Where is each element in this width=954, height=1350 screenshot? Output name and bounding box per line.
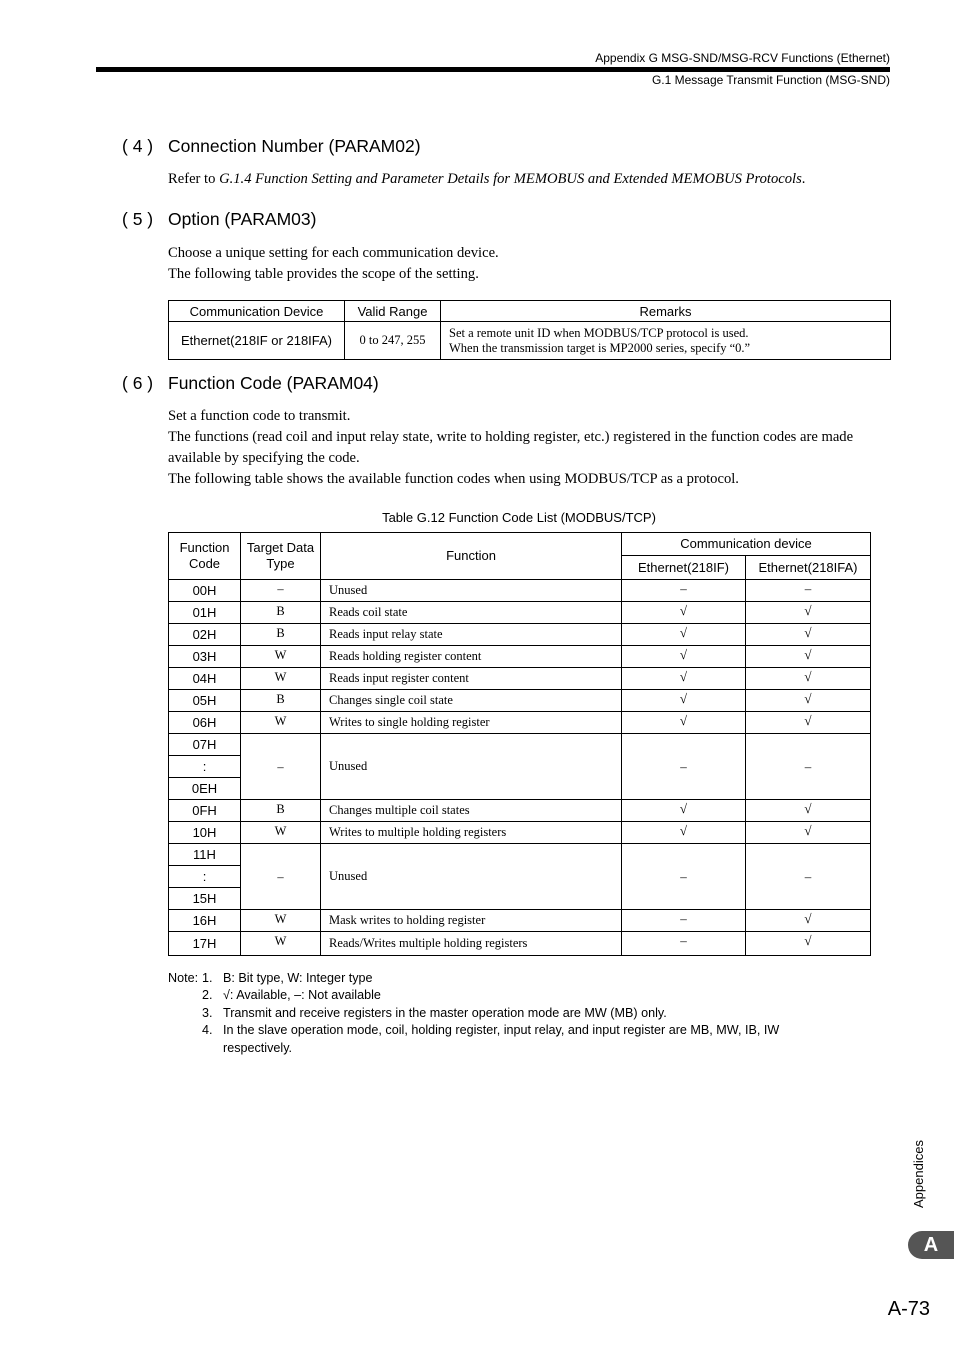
note-number: 3. [202, 1005, 213, 1020]
option-row [169, 322, 891, 360]
target-type: W [241, 910, 321, 932]
header-chapter: Appendix G MSG-SND/MSG-RCV Functions (Ethernet) [595, 51, 890, 65]
target-type: B [241, 602, 321, 624]
section-4-number: ( 4 ) [122, 136, 154, 156]
section-6-title: Function Code (PARAM04) [168, 373, 379, 393]
function-code: 01H [169, 602, 241, 624]
ethernet-218ifa-availability: – [746, 844, 871, 910]
option-range: 0 to 247, 255 [345, 322, 441, 360]
section-5-body [168, 243, 890, 285]
note-number: 2. [202, 988, 213, 1003]
header-ethernet-218ifa: Ethernet(218IFA) [746, 556, 871, 580]
note-item [168, 1022, 843, 1057]
ethernet-218if-availability: √ [622, 624, 746, 646]
function-code: 17H [169, 932, 241, 956]
note-number: 1. [202, 971, 213, 985]
header-function: Function [321, 533, 622, 580]
function-description: Reads input relay state [321, 624, 622, 646]
section-6-line-3: The following table shows the available function codes when using MODBUS/TCP as a protocol. [168, 471, 739, 487]
section-4-body [168, 169, 890, 190]
option-table [168, 300, 891, 360]
note-text: √: Available, –: Not available [223, 988, 381, 1003]
function-code: 04H [169, 668, 241, 690]
ethernet-218if-availability: – [622, 932, 746, 956]
ethernet-218ifa-availability: – [746, 580, 871, 602]
section-5-line-2: The following table provides the scope of the setting. [168, 266, 479, 282]
table-row [169, 602, 871, 624]
section-6-heading [122, 373, 379, 394]
function-description: Unused [321, 844, 622, 910]
function-code: 15H [169, 888, 241, 910]
section-5-number: ( 5 ) [122, 209, 154, 229]
option-header-remarks: Remarks [441, 301, 891, 322]
note-text: Transmit and receive registers in the master operation mode are MW (MB) only. [223, 1005, 667, 1020]
ethernet-218if-availability: √ [622, 712, 746, 734]
notes [168, 970, 843, 1057]
ethernet-218if-availability: √ [622, 602, 746, 624]
table-row [169, 932, 871, 956]
function-code-range-ellipsis: : [169, 866, 241, 888]
option-header-range: Valid Range [345, 301, 441, 322]
ethernet-218if-availability: √ [622, 668, 746, 690]
target-type: B [241, 690, 321, 712]
table-caption: Table G.12 Function Code List (MODBUS/TCP) [382, 510, 656, 525]
function-description: Reads coil state [321, 602, 622, 624]
header-ethernet-218if: Ethernet(218IF) [622, 556, 746, 580]
table-row [169, 690, 871, 712]
function-description: Changes single coil state [321, 690, 622, 712]
target-type: W [241, 822, 321, 844]
function-code: 16H [169, 910, 241, 932]
ethernet-218ifa-availability: √ [746, 932, 871, 956]
refer-link[interactable]: G.1.4 Function Setting and Parameter Details for MEMOBUS and Extended MEMOBUS Protocols [219, 171, 802, 187]
table-row [169, 910, 871, 932]
header-rule [96, 67, 890, 72]
section-5-line-1: Choose a unique setting for each communication device. [168, 245, 499, 261]
target-type: W [241, 932, 321, 956]
section-6-line-1: Set a function code to transmit. [168, 408, 351, 424]
ethernet-218ifa-availability: √ [746, 624, 871, 646]
header-function-code: Function Code [169, 533, 241, 580]
function-code: 06H [169, 712, 241, 734]
table-row [169, 844, 871, 866]
function-code: 07H [169, 734, 241, 756]
function-code: 11H [169, 844, 241, 866]
table-row [169, 800, 871, 822]
ethernet-218if-availability: – [622, 844, 746, 910]
ethernet-218ifa-availability: √ [746, 822, 871, 844]
table-row [169, 580, 871, 602]
ethernet-218if-availability: √ [622, 646, 746, 668]
header-communication-device: Communication device [622, 533, 871, 556]
target-type: B [241, 624, 321, 646]
ethernet-218if-availability: √ [622, 822, 746, 844]
function-description: Reads input register content [321, 668, 622, 690]
section-6-body [168, 406, 890, 490]
table-row [169, 668, 871, 690]
target-type: – [241, 734, 321, 800]
function-description: Reads holding register content [321, 646, 622, 668]
table-row [169, 822, 871, 844]
refer-suffix: . [801, 171, 806, 187]
note-text: In the slave operation mode, coil, holding register, input relay, and input register are MB, MW, IB, IW respectively. [223, 1023, 780, 1055]
function-code: 05H [169, 690, 241, 712]
ethernet-218if-availability: √ [622, 690, 746, 712]
function-code-range-ellipsis: : [169, 756, 241, 778]
table-row [169, 624, 871, 646]
section-6-number: ( 6 ) [122, 373, 154, 393]
function-description: Changes multiple coil states [321, 800, 622, 822]
function-code: 00H [169, 580, 241, 602]
function-description: Writes to single holding register [321, 712, 622, 734]
target-type: – [241, 844, 321, 910]
section-6-line-2: The functions (read coil and input relay state, write to holding register, etc.) registered in the function codes are made available by specifying the code. [168, 429, 854, 466]
ethernet-218if-availability: √ [622, 800, 746, 822]
ethernet-218ifa-availability: √ [746, 910, 871, 932]
target-type: W [241, 646, 321, 668]
ethernet-218ifa-availability: √ [746, 800, 871, 822]
ethernet-218if-availability: – [622, 910, 746, 932]
section-4-title: Connection Number (PARAM02) [168, 136, 421, 156]
function-description: Unused [321, 580, 622, 602]
note-item [168, 987, 843, 1004]
header-section: G.1 Message Transmit Function (MSG-SND) [651, 73, 890, 87]
function-code: 0FH [169, 800, 241, 822]
function-code: 10H [169, 822, 241, 844]
ethernet-218ifa-availability: √ [746, 668, 871, 690]
function-code: 0EH [169, 778, 241, 800]
ethernet-218if-availability: – [622, 734, 746, 800]
section-4-heading [122, 136, 421, 157]
function-code: 03H [169, 646, 241, 668]
function-description: Unused [321, 734, 622, 800]
note-text: B: Bit type, W: Integer type [223, 971, 373, 985]
page-number: A-73 [887, 1298, 930, 1320]
target-type: W [241, 668, 321, 690]
function-description: Writes to multiple holding registers [321, 822, 622, 844]
note-item [168, 970, 843, 987]
function-code: 02H [169, 624, 241, 646]
option-device: Ethernet(218IF or 218IFA) [169, 322, 345, 360]
option-remark-2: When the transmission target is MP2000 series, specify “0.” [449, 340, 751, 355]
note-item [168, 1005, 843, 1022]
target-type: W [241, 712, 321, 734]
section-5-heading [122, 209, 316, 230]
section-5-title: Option (PARAM03) [168, 209, 317, 229]
table-row [169, 734, 871, 756]
ethernet-218ifa-availability: – [746, 734, 871, 800]
appendices-side-label: Appendices [911, 1140, 926, 1208]
note-label: Note: [168, 971, 199, 985]
table-row [169, 646, 871, 668]
ethernet-218ifa-availability: √ [746, 712, 871, 734]
ethernet-218if-availability: – [622, 580, 746, 602]
function-description: Mask writes to holding register [321, 910, 622, 932]
refer-prefix: Refer to [168, 171, 220, 187]
note-number: 4. [202, 1023, 213, 1038]
option-header-device: Communication Device [169, 301, 345, 322]
ethernet-218ifa-availability: √ [746, 646, 871, 668]
appendix-tab[interactable]: A [908, 1231, 954, 1259]
option-remarks [441, 322, 891, 360]
target-type: B [241, 800, 321, 822]
header-target-data-type: Target Data Type [241, 533, 321, 580]
table-row [169, 712, 871, 734]
target-type: – [241, 580, 321, 602]
option-remark-1: Set a remote unit ID when MODBUS/TCP protocol is used. [449, 325, 749, 340]
ethernet-218ifa-availability: √ [746, 602, 871, 624]
function-description: Reads/Writes multiple holding registers [321, 932, 622, 956]
function-code-table [168, 532, 871, 956]
ethernet-218ifa-availability: √ [746, 690, 871, 712]
